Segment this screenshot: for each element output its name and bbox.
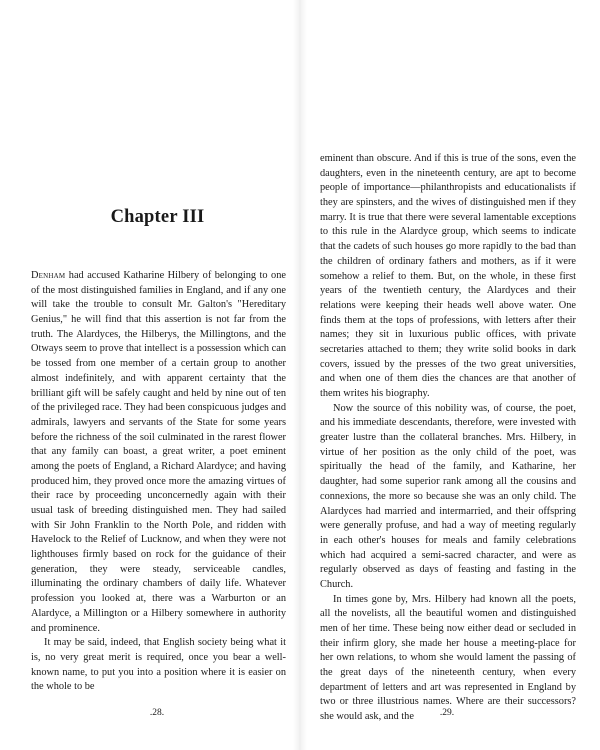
left-paragraph-1 (31, 269, 286, 636)
chapter-heading: Chapter III (110, 207, 205, 227)
right-page-number: .29. (439, 708, 455, 718)
left-paragraph-1-text: had accused Katharine Hilbery of belonging to one of the most distinguished families in England, and if any one will take the trouble to consult Mr. Galton's "Hereditary Genius," he will find that this assertion is not far from the truth. The Alardyces, the Hilberys, the Millingtons, and the Otways seem to prove that intellect is a possession which can be tossed from one member of a certain group to another almost indefinitely, and with apparent certainty that the brilliant gift will be safely caught and held by nine out of ten of the privileged race. They had been conspicuous judges and admirals, lawyers and servants of the State for some years before the richness of the soil culminated in the rarest flower that any family can boast, a great writer, a poet eminent among the poets of England, a Richard Alardyce; and having produced him, they proved once more the amazing virtues of their race by proceeding unconcernedly again with their usual task of breeding distinguished men. They had sailed with Sir John Franklin to the North Pole, and ridden with Havelock to the Relief of Lucknow, and when they were not lighthouses firmly based on rock for the guidance of their generation, they were steady, serviceable candles, illuminating the ordinary chambers of daily life. Whatever profession you looked at, there was a Warburton or an Alardyce, a Millington or a Hilbery somewhere in authority and prominence. (31, 270, 286, 634)
right-page (300, 0, 600, 750)
right-paragraph-3: In times gone by, Mrs. Hilbery had known all the poets, all the novelists, all the beautiful women and distinguished men of her time. These being now either dead or secluded in their infirm glory, she made her house a meeting-place for her own relations, to whom she would lament the passing of the great days of the nineteenth century, when every department of letters and art was represented in England by two or three illustrious names. Where are their successors? she would ask, and the (320, 593, 576, 723)
left-paragraph-2: It may be said, indeed, that English society being what it is, no very great merit is required, once you bear a well-known name, to put you into a position where it is easier on the whole to be (31, 637, 286, 693)
left-page-number: .28. (149, 708, 165, 718)
drop-word: Denham (31, 270, 66, 281)
left-page-body (31, 269, 286, 695)
right-paragraph-1: eminent than obscure. And if this is true of the sons, even the daughters, even in the nineteenth century, are apt to become people of importance—philanthropists and educationalists if they are spinsters, and the wives of distinguished men if they marry. It is true that there were several lamentable exceptions to this rule in the Alardyce group, which seems to indicate that the cadets of such houses go more rapidly to the bad than the children of ordinary fathers and mothers, as if it were somehow a relief to them. But, on the whole, in these first years of the twentieth century, the Alardyces and their relations were keeping their heads well above water. One finds them at the tops of professions, with letters after their names; they sit in luxurious public offices, with private secretaries attached to them; they write solid books in dark covers, issued by the presses of the two great universities, and when one of them dies the chances are that another of them writes his biography. (320, 153, 576, 399)
right-paragraph-2: Now the source of this nobility was, of course, the poet, and his immediate descendants, therefore, were invested with greater lustre than the collateral branches. Mrs. Hilbery, in virtue of her position as the only child of the poet, was spiritually the head of the family, and Katharine, her daughter, had some superior rank among all the cousins and connexions, the more so because she was an only child. The Alardyces had married and intermarried, and their offspring were generally profuse, and had a way of meeting regularly in each other's houses for meals and family celebrations which had acquired a semi-sacred character, and were as regularly observed as days of feasting and fasting in the Church. (320, 402, 576, 590)
right-page-body (320, 152, 576, 725)
